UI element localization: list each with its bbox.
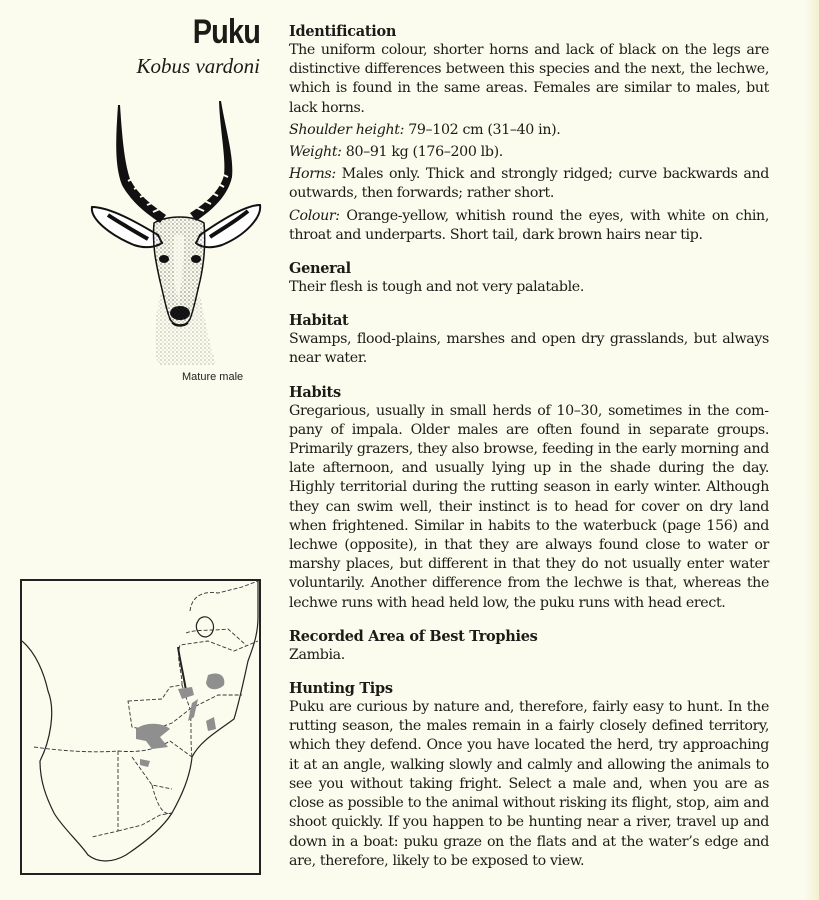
section-identification — [289, 22, 769, 245]
range-area-5 — [206, 717, 216, 731]
right-eye — [191, 255, 201, 263]
attr-label: Horns: — [289, 166, 336, 183]
title-block — [100, 14, 260, 78]
neck — [155, 295, 216, 365]
habitat-text: Swamps, flood-plains, marshes and open dry grasslands, but always near water. — [289, 331, 769, 367]
section-general — [289, 259, 769, 297]
map-lake — [196, 617, 213, 637]
attr-label: Shoulder height: — [289, 121, 405, 138]
puku-head-illustration — [88, 95, 268, 365]
hunting-tips-text: Puku are curious by nature and, therefore, fairly easy to hunt. In the rutting season, the males remain in a fairly closely defined territory, which they defend. Once you have located the herd, try approaching it at an angle, walking slowly and calmly and allowing the animals to see you without taking fright. Select a male and, when you are as close as possible to the animal without risking its flight, stop, aim and shoot quickly. If you happen to be hunting near a river, travel up and down in a boat: puku graze on the flats and at the water’s edge and are, therefore, likely to be exposed to view. — [289, 699, 769, 869]
heading-identification: Identification — [289, 23, 397, 40]
range-area-4 — [188, 699, 198, 721]
attr-value: Orange-yellow, whitish round the eyes, with white on chin, throat and underparts. Short tail, dark brown hairs near tip. — [289, 207, 769, 243]
attr-value: Males only. Thick and strongly ridged; curve backwards and outwards, then forwards; rather short. — [289, 166, 769, 202]
attr-weight — [289, 143, 769, 162]
general-text: Their flesh is tough and not very palatable. — [289, 279, 584, 296]
heading-general: General — [289, 260, 351, 278]
range-area-3 — [136, 724, 170, 749]
attr-colour — [289, 207, 769, 245]
heading-trophies: Recorded Area of Best Trophies — [289, 627, 538, 645]
attr-value: 79–102 cm (31–40 in). — [408, 121, 561, 138]
trophies-text: Zambia. — [289, 646, 345, 663]
identification-text: The uniform colour, shorter horns and lack of black on the legs are distinctive differences between this species and the next, the lechwe, which is found in the same areas. Females are similar to males, but lack horns. — [289, 42, 769, 116]
attr-shoulder-height — [289, 121, 769, 140]
species-common-name: Puku — [192, 13, 260, 51]
range-area-6 — [140, 759, 150, 767]
species-description — [289, 22, 769, 885]
range-area-1 — [206, 673, 224, 689]
distribution-map — [20, 579, 261, 875]
attr-label: Colour: — [289, 207, 340, 224]
attr-horns — [289, 165, 769, 203]
section-habitat — [289, 311, 769, 368]
puku-head-drawing — [88, 95, 268, 365]
range-area-2 — [178, 687, 194, 699]
section-habits — [289, 383, 769, 613]
heading-habitat: Habitat — [289, 312, 349, 330]
left-eye — [159, 255, 169, 263]
species-scientific-name: Kobus vardoni — [136, 54, 260, 78]
map-coastline — [22, 581, 258, 861]
map-borders — [34, 581, 258, 837]
page-edge-tint — [805, 0, 819, 900]
heading-hunting-tips: Hunting Tips — [289, 680, 393, 698]
attr-value: 80–91 kg (176–200 lb). — [345, 144, 503, 161]
left-horn — [116, 105, 166, 223]
illustration-caption: Mature male — [182, 371, 244, 383]
map-range-areas — [136, 673, 224, 767]
section-trophies — [289, 627, 769, 665]
attr-label: Weight: — [289, 144, 342, 161]
habits-text: Gregarious, usually in small herds of 10–30, sometimes in the company of impala. Older males are often found in separate groups. Primarily grazers, they also browse, feeding in the early morning and late afternoon, and usually lying up in the shade during the day. Highly territorial during the rutting season in early winter. Although they can swim well, their instinct is to head for cover on dry land when frightened. Similar in habits to the waterbuck (page 156) and lechwe (opposite), in that they are always found close to water or marshy places, but different in that they do not usually enter water voluntarily. Another difference from the lechwe is that, whereas the lechwe runs with head held low, the puku runs with head erect. — [289, 402, 769, 611]
map-svg — [22, 581, 259, 873]
section-hunting-tips — [289, 679, 769, 871]
heading-habits: Habits — [289, 383, 341, 401]
